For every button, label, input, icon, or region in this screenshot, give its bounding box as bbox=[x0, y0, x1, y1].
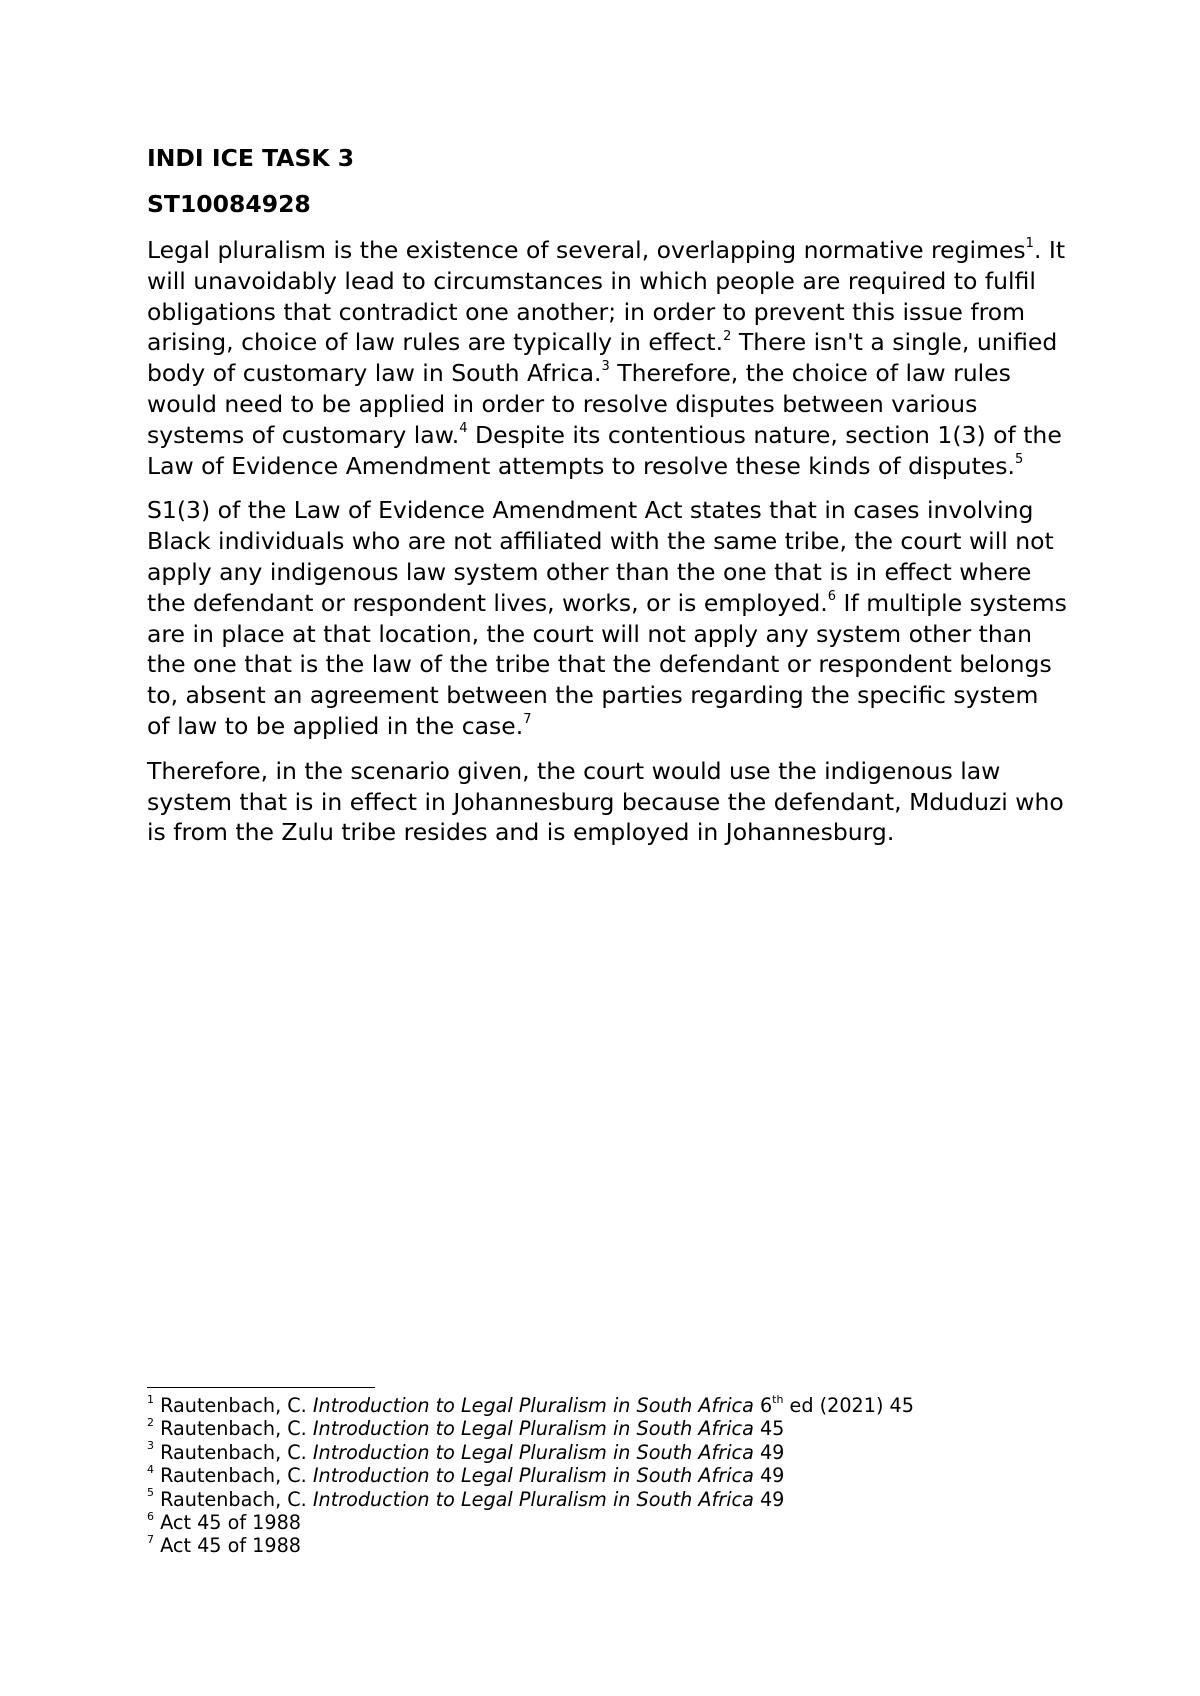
footnote-work-title: Introduction to Legal Pluralism in South Africa bbox=[312, 1417, 754, 1441]
footnote-work-title: Introduction to Legal Pluralism in South Africa bbox=[312, 1464, 754, 1488]
footnote-number: 1 bbox=[147, 1392, 154, 1406]
footnote-number: 7 bbox=[147, 1533, 154, 1547]
footnote-author: Act 45 of 1988 bbox=[160, 1511, 302, 1535]
footnote-work-title: Introduction to Legal Pluralism in South Africa bbox=[312, 1487, 754, 1511]
footnote bbox=[147, 1417, 1067, 1440]
footnote-page: 49 bbox=[753, 1440, 785, 1464]
paragraph-text: Despite its contentious nature, section 1(3) of the Law of Evidence Amendment attempts to resolve these kinds of disputes. bbox=[147, 420, 1062, 480]
footnote bbox=[147, 1534, 1067, 1557]
footnote-work-title: Introduction to Legal Pluralism in South Africa bbox=[312, 1394, 754, 1417]
footnote bbox=[147, 1488, 1067, 1511]
document-title: INDI ICE TASK 3 bbox=[147, 144, 355, 172]
footnote-reference: 5 bbox=[1014, 451, 1024, 467]
footnote-number: 6 bbox=[147, 1509, 154, 1523]
footnotes bbox=[147, 1387, 1067, 1558]
paragraph-text: S1(3) of the Law of Evidence Amendment Act states that in cases involving Black individuals who are not affiliated with the same tribe, the court will not apply any indigenous law system other than the one that is in effect where the defendant or respondent lives, works, or is employed. bbox=[147, 496, 1054, 617]
footnote-number: 2 bbox=[147, 1416, 154, 1430]
footnote bbox=[147, 1464, 1067, 1487]
paragraph-text: Therefore, in the scenario given, the court would use the indigenous law system that is in effect in Johannesburg because the defendant, Mduduzi who is from the Zulu tribe resides and is employed in Johannesburg. bbox=[147, 756, 1064, 847]
footnote-page: 49 bbox=[753, 1487, 785, 1511]
student-number: ST10084928 bbox=[147, 190, 311, 218]
footnote-reference: 6 bbox=[827, 588, 837, 604]
footnote-number: 5 bbox=[147, 1486, 154, 1500]
paragraph-text: Legal pluralism is the existence of several, overlapping normative regimes bbox=[147, 236, 1026, 264]
footnote-reference: 4 bbox=[459, 420, 468, 436]
paragraphs bbox=[147, 235, 1067, 848]
footnote-author: Rautenbach, C. bbox=[160, 1440, 313, 1464]
footnote-author: Rautenbach, C. bbox=[160, 1417, 313, 1441]
footnote-reference: 7 bbox=[523, 712, 532, 728]
footnote-author: Rautenbach, C. bbox=[160, 1487, 313, 1511]
paragraph-text: There isn't a single, unified body of customary law in South Africa. bbox=[147, 328, 1058, 388]
footnote-reference: 3 bbox=[601, 359, 610, 375]
footnote-separator bbox=[147, 1387, 375, 1388]
body-paragraph bbox=[147, 756, 1067, 848]
footnote-number: 4 bbox=[147, 1462, 154, 1476]
footnote bbox=[147, 1511, 1067, 1534]
footnote-list bbox=[147, 1394, 1067, 1558]
footnote-page: 6 bbox=[753, 1394, 773, 1417]
footnote-ordinal-suffix: th bbox=[772, 1392, 784, 1406]
footnote-work-title: Introduction to Legal Pluralism in South Africa bbox=[312, 1440, 754, 1464]
footnote-number: 3 bbox=[147, 1439, 154, 1453]
footnote-page: 49 bbox=[753, 1464, 785, 1488]
footnote bbox=[147, 1394, 1067, 1417]
footnote-author: Rautenbach, C. bbox=[160, 1394, 313, 1417]
body-paragraph bbox=[147, 235, 1067, 481]
paragraph-text: . It will unavoidably lead to circumstances in which people are required to fulfil obligations that contradict one another; in order to prevent this issue from arising, choice of law rules are typically in effect. bbox=[147, 236, 1066, 357]
footnote bbox=[147, 1441, 1067, 1464]
footnote-author: Rautenbach, C. bbox=[160, 1464, 313, 1488]
footnote-edition: ed (2021) 45 bbox=[783, 1394, 914, 1417]
paragraph-text: If multiple systems are in place at that location, the court will not apply any system other than the one that is the law of the tribe that the defendant or respondent belongs to, absent an agreement between the parties regarding the specific system of law to be applied in the case. bbox=[147, 588, 1067, 740]
paragraph-text: Therefore, the choice of law rules would need to be applied in order to resolve disputes between various systems of customary law. bbox=[147, 359, 1011, 449]
document-body bbox=[147, 143, 1067, 862]
footnote-reference: 1 bbox=[1025, 236, 1034, 252]
body-paragraph bbox=[147, 495, 1067, 741]
footnote-reference: 2 bbox=[723, 328, 732, 344]
footnote-author: Act 45 of 1988 bbox=[160, 1534, 302, 1558]
footnote-page: 45 bbox=[753, 1417, 785, 1441]
